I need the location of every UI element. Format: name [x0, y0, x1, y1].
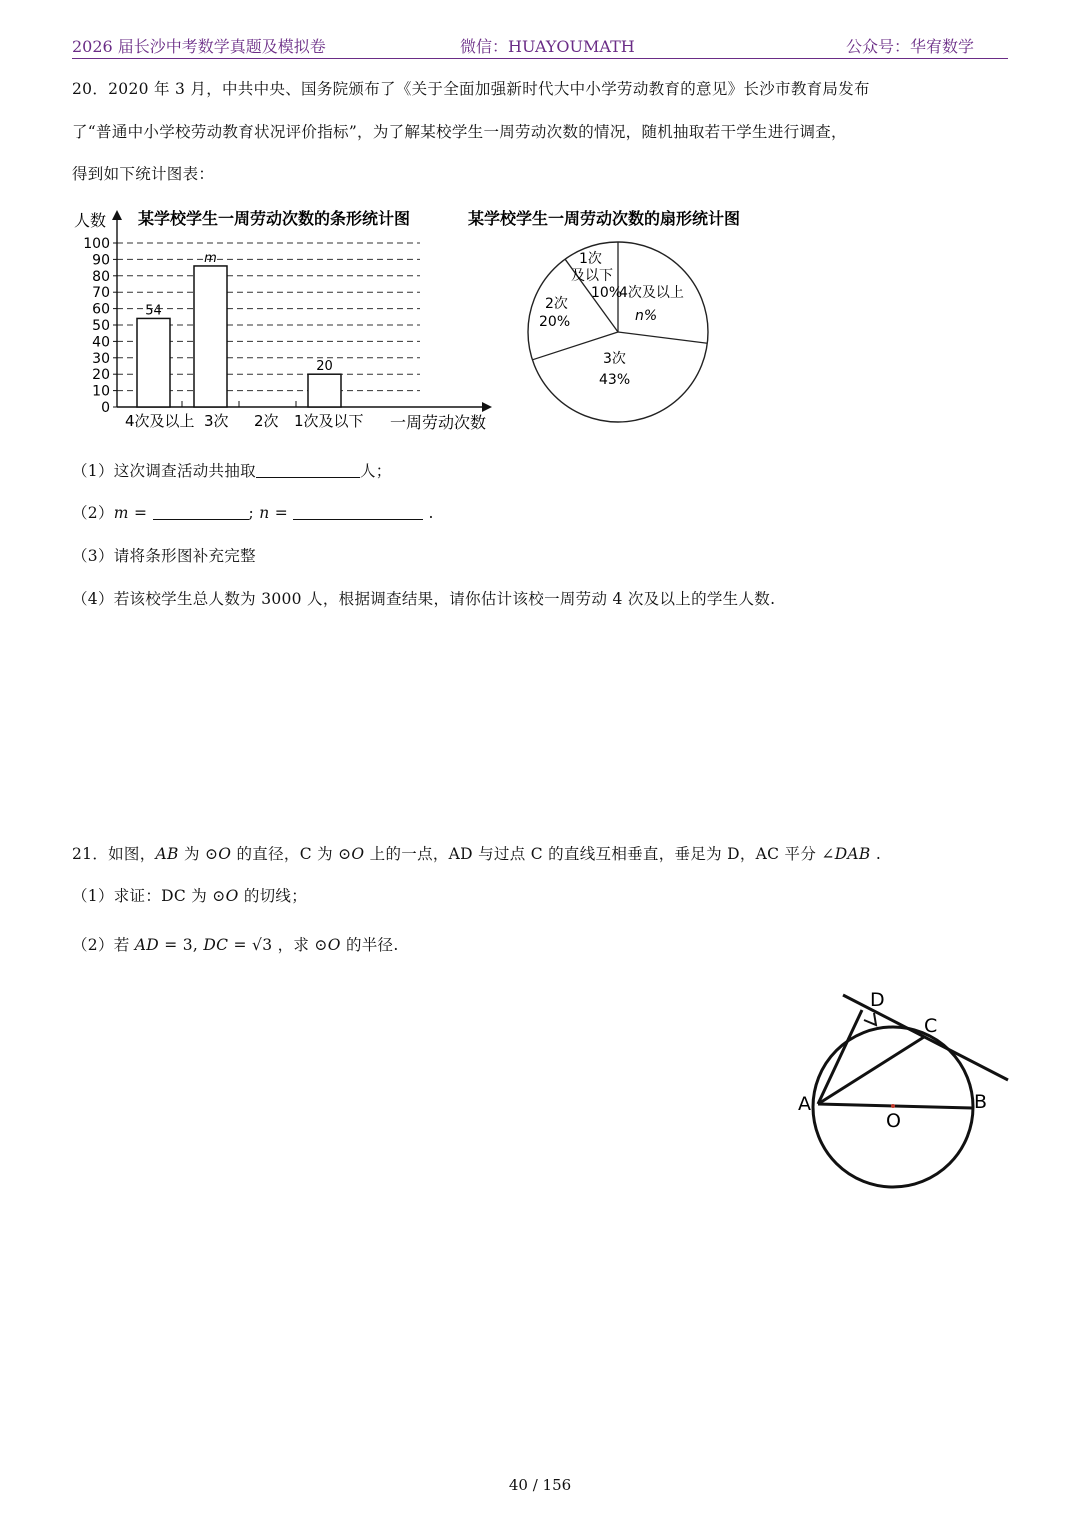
separator: ; — [248, 504, 260, 522]
circle-o-2: O — [351, 845, 365, 863]
tangent-line — [843, 995, 1008, 1080]
bar-4 — [308, 374, 341, 407]
circle-o-4: O — [327, 936, 341, 954]
bar-ytick-label: 60 — [92, 301, 110, 318]
label-d: D — [870, 989, 885, 1011]
bar-chart-layer — [83, 210, 492, 430]
q21-part2 — [72, 933, 399, 955]
q21-text-3: 上的一点，AD 与过点 C 的直线互相垂直，垂足为 D，AC 平分 ∠ — [364, 845, 835, 863]
bar-data-label: 20 — [316, 359, 333, 375]
pie-label-1-line1: 1次 — [579, 251, 602, 267]
bar-ytick-label: 80 — [92, 268, 110, 285]
pie-label-1-line2: 及以下 — [571, 268, 613, 284]
label-c: C — [924, 1015, 938, 1037]
bar-chart-xlabel: 一周劳动次数 — [390, 413, 487, 432]
answer-blank-n[interactable] — [293, 503, 423, 520]
q20-part2-end: . — [423, 504, 434, 522]
var-n: n — [259, 504, 270, 522]
bar-ytick-label: 40 — [92, 334, 110, 351]
q20-line1: 20．2020 年 3 月，中共中央、国务院颁布了《关于全面加强新时代大中小学劳动教育的意见》长沙市教育局发布 — [72, 80, 870, 98]
bar-category-label: 2次 — [254, 412, 279, 430]
pie-label-4: 4次及以上 — [619, 285, 684, 301]
header-title: 2026 届长沙中考数学真题及模拟卷 — [72, 37, 326, 56]
q21-part2-text: （2）若 — [72, 936, 135, 954]
bar-ytick-label: 10 — [92, 383, 110, 400]
page-number: 40 / 156 — [508, 1476, 572, 1494]
pie-chart — [460, 200, 760, 430]
q20-part4: （4）若该校学生总人数为 3000 人，根据调查结果，请你估计该校一周劳动 4 次及以上的学生人数. — [72, 590, 776, 608]
q20-part3: （3）请将条形图补充完整 — [72, 547, 256, 565]
bar-ytick-label: 0 — [101, 400, 110, 416]
bar-ytick-label: 100 — [83, 236, 110, 252]
q20-part1-unit: 人； — [359, 462, 392, 480]
q21-part1 — [72, 884, 307, 906]
q20-part1-text: （1）这次调查活动共抽取 — [72, 462, 256, 480]
bar-ytick-label: 70 — [92, 285, 110, 302]
bar-category-label: 1次及以下 — [294, 412, 364, 430]
seg-ad: AD — [134, 936, 160, 954]
pie-label-2: 2次 — [545, 296, 568, 312]
bar-ytick-label: 90 — [92, 252, 110, 269]
circle-o-3: O — [225, 887, 239, 905]
pie-slice-boundary — [618, 332, 707, 343]
header-rule — [72, 58, 1008, 59]
bar-y-arrow — [112, 210, 122, 220]
q21-line1 — [72, 842, 881, 864]
label-a: A — [798, 1093, 811, 1115]
right-angle-mark — [864, 1013, 876, 1025]
bar-ytick-label: 20 — [92, 367, 110, 384]
q21-number: 21．如图， — [72, 845, 156, 863]
bar-category-label: 4次及以上 — [125, 412, 195, 430]
bar-category-label: 3次 — [204, 412, 229, 430]
seg-dc: DC — [203, 936, 229, 954]
geometry-figure — [790, 980, 1020, 1190]
answer-blank-m[interactable] — [153, 503, 249, 520]
q20-part1 — [72, 459, 392, 481]
bar-chart — [70, 200, 500, 440]
bar-1 — [137, 318, 170, 407]
circle-o-1: O — [218, 845, 232, 863]
q21-part2-eq1: = 3, — [159, 936, 204, 954]
bar-chart-ylabel: 人数 — [74, 211, 107, 230]
angle-dab: DAB — [834, 845, 871, 863]
pie-value-4: n% — [635, 308, 658, 324]
eq-sign-m: = — [128, 504, 153, 522]
eq-sign-n: = — [269, 504, 294, 522]
answer-blank-1[interactable] — [256, 461, 360, 478]
label-o: O — [886, 1110, 901, 1132]
q20-line3: 得到如下统计图表： — [72, 165, 215, 183]
bar-ytick-label: 50 — [92, 318, 110, 334]
bar-chart-title: 某学校学生一周劳动次数的条形统计图 — [138, 209, 411, 228]
q20-line2: 了“普通中小学校劳动教育状况评价指标”，为了解某校学生一周劳动次数的情况，随机抽取若干学生进行调查， — [72, 123, 847, 141]
var-m: m — [113, 504, 129, 522]
q20-part2 — [72, 501, 434, 523]
pie-value-3: 43% — [599, 372, 631, 388]
bar-ytick-label: 30 — [92, 350, 110, 367]
pie-label-3: 3次 — [603, 351, 626, 367]
q21-text-2: 的直径，C 为 ⊙ — [231, 845, 352, 863]
q21-text-end: . — [870, 845, 882, 863]
q21-part1-end: 的切线； — [238, 887, 308, 905]
pie-value-1: 10% — [591, 285, 623, 301]
center-point — [891, 1104, 895, 1108]
pie-chart-title: 某学校学生一周劳动次数的扇形统计图 — [468, 209, 741, 228]
q21-part1-text: （1）求证：DC 为 ⊙ — [72, 887, 226, 905]
bar-data-label: m — [204, 250, 217, 266]
header-wechat: 微信：HUAYOUMATH — [460, 37, 635, 56]
q21-part2-eq2: = √3 ，求 ⊙ — [228, 936, 328, 954]
q21-part2-end: 的半径. — [340, 936, 399, 954]
bar-2 — [194, 266, 227, 407]
pie-value-2: 20% — [539, 314, 571, 330]
bar-data-label: 54 — [145, 303, 162, 319]
seg-ab: AB — [155, 845, 179, 863]
q20-part2-label: （2） — [72, 504, 114, 522]
q21-text-1: 为 ⊙ — [178, 845, 219, 863]
header-account: 公众号：华宥数学 — [846, 37, 975, 56]
label-b: B — [974, 1091, 988, 1113]
